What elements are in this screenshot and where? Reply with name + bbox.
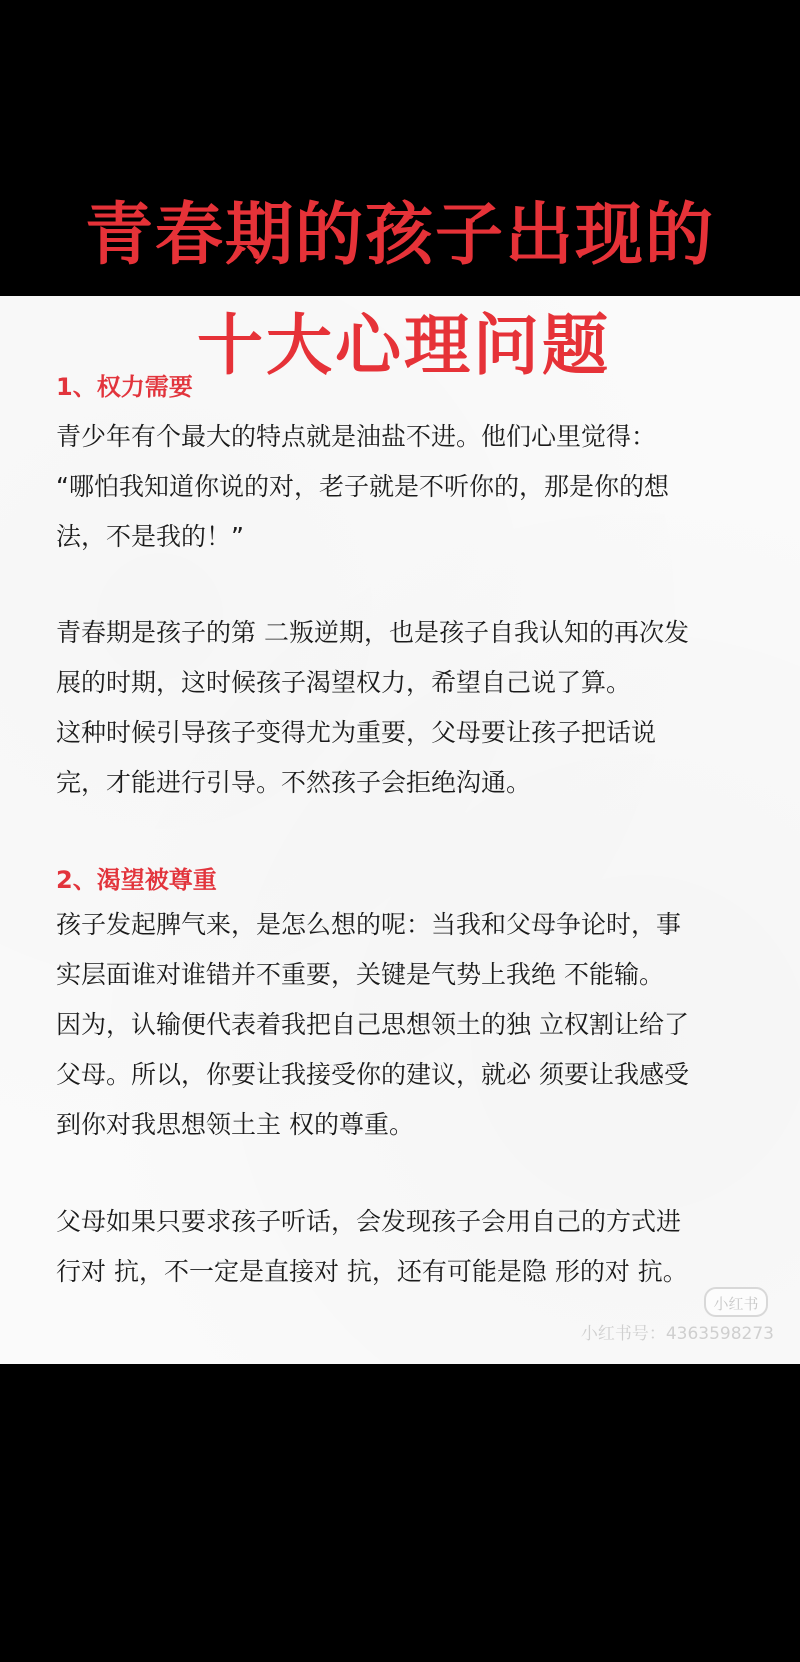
section-power-paragraph-2: 青春期是孩子的第 二叛逆期，也是孩子自我认知的再次发 展的时期，这时候孩子渴望权力，希望自己说了算。 这种时候引导孩子变得尤为重要，父母要让孩子把话说 完，才能进行引导。不然孩子会拒绝沟通。 [56,618,689,797]
section-respect-paragraph-2: 父母如果只要求孩子听话，会发现孩子会用自己的方式进 行对 抗，不一定是直接对 抗，还有可能是隐 形的对 抗。 [56,1207,688,1286]
section-respect-paragraph-1: 孩子发起脾气来，是怎么想的呢：当我和父母争论时，事 实层面谁对谁错并不重要，关键是气势上我绝 不能输。 因为，认输便代表着我把自己思想领土的独 立权割让给了 父母。所以，你要让我接受你的建议，就必 须要让我感受 到你对我思想领土主 权的尊重。 [56,910,689,1139]
xiaohongshu-logo-watermark: 小红书 [704,1287,768,1317]
page-title-line-1: 青春期的孩子出现的 [84,196,715,275]
section-heading-respect: 2、渴望被尊重 [56,866,217,894]
page-title-line-2: 十大心理问题 [197,307,611,384]
xiaohongshu-id-watermark: 小红书号：4363598273 [580,1324,774,1344]
bottom-black-band [0,1364,800,1662]
section-power-paragraph-1: 青少年有个最大的特点就是油盐不进。他们心里觉得： “哪怕我知道你说的对，老子就是不听你的，那是你的想 法，不是我的！” [56,422,669,551]
section-heading-power: 1、权力需要 [56,373,193,401]
